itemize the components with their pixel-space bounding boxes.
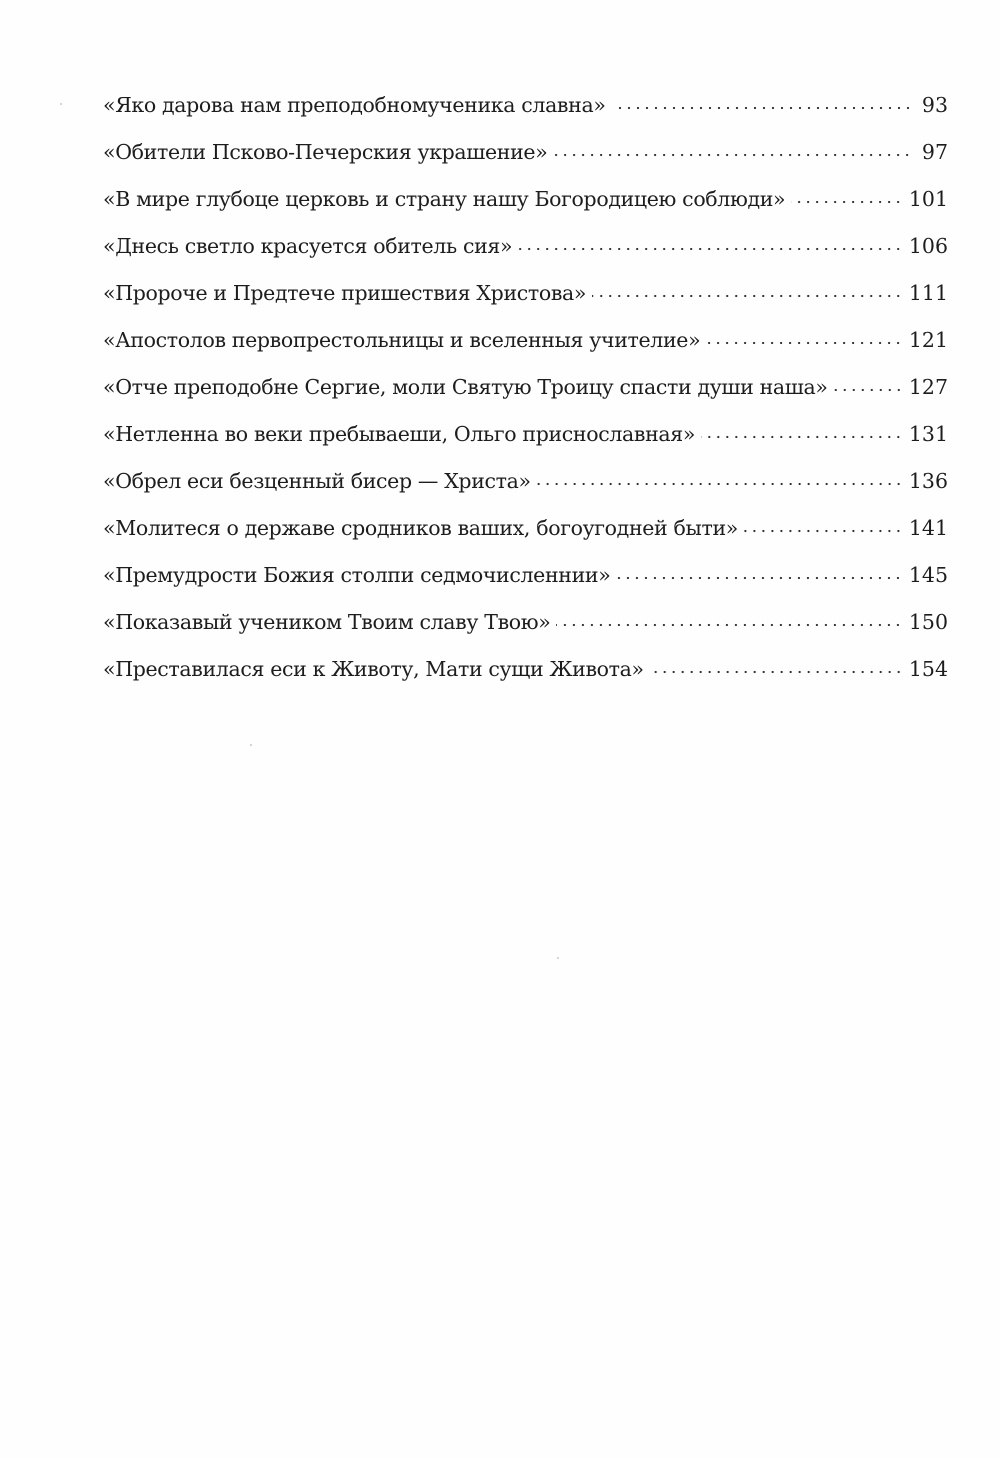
toc-entry-title: «Обрел еси безценный бисер — Христа» <box>103 469 531 493</box>
toc-entry-page-number: 141 <box>908 516 948 540</box>
toc-entry-page-number: 93 <box>921 93 948 117</box>
toc-entry[interactable] <box>103 458 948 505</box>
toc-entry-title: «Преставилася еси к Животу, Мати сущи Живота» <box>103 657 644 681</box>
toc-entry-page-number: 101 <box>908 187 948 211</box>
toc-entry[interactable] <box>103 176 948 223</box>
toc-entry-title: «Отче преподобне Сергие, моли Святую Троицу спасти души наша» <box>103 375 828 399</box>
dot-leader <box>537 482 903 486</box>
dot-leader <box>553 153 912 157</box>
dot-leader <box>744 529 903 533</box>
toc-entry-title: «Апостолов первопрестольницы и вселенныя учителие» <box>103 328 701 352</box>
toc-entry[interactable] <box>103 505 948 552</box>
toc-entry-page-number: 136 <box>908 469 948 493</box>
toc-entry-title: «Пророче и Предтече пришествия Христова» <box>103 281 587 305</box>
toc-entry[interactable] <box>103 599 948 646</box>
toc-entry-title: «Премудрости Божия столпи седмочисленнии» <box>103 563 611 587</box>
toc-entry-page-number: 150 <box>908 610 948 634</box>
dot-leader <box>834 388 903 392</box>
toc-entry-title: «Молитеся о державе сродников ваших, богоугодней быти» <box>103 516 738 540</box>
paper-speck <box>60 103 62 105</box>
toc-entry-title: «Яко дарова нам преподобномученика славна» <box>103 93 606 117</box>
paper-speck <box>250 744 252 746</box>
toc-entry[interactable] <box>103 552 948 599</box>
toc-entry-page-number: 121 <box>908 328 948 352</box>
dot-leader <box>612 106 912 110</box>
toc-entry[interactable] <box>103 223 948 270</box>
toc-entry[interactable] <box>103 270 948 317</box>
dot-leader <box>706 341 903 345</box>
toc-entry[interactable] <box>103 646 948 693</box>
toc-entry-title: «Показавый учеником Твоим славу Твою» <box>103 610 551 634</box>
dot-leader <box>518 247 903 251</box>
toc-entry-title: «Обители Псково-Печерския украшение» <box>103 140 548 164</box>
toc-entry-page-number: 106 <box>908 234 948 258</box>
table-of-contents <box>103 82 948 693</box>
toc-entry-page-number: 111 <box>908 281 948 305</box>
toc-entry[interactable] <box>103 317 948 364</box>
dot-leader <box>791 200 903 204</box>
dot-leader <box>556 623 902 627</box>
toc-entry[interactable] <box>103 411 948 458</box>
toc-entry[interactable] <box>103 364 948 411</box>
toc-entry-title: «В мире глубоце церковь и страну нашу Богородицею соблюди» <box>103 187 786 211</box>
toc-entry-page-number: 131 <box>908 422 948 446</box>
dot-leader <box>701 435 903 439</box>
toc-entry-page-number: 97 <box>921 140 948 164</box>
dot-leader <box>650 670 903 674</box>
toc-entry-page-number: 154 <box>908 657 948 681</box>
toc-entry[interactable] <box>103 82 948 129</box>
dot-leader <box>616 576 902 580</box>
paper-speck <box>557 957 559 959</box>
toc-entry-title: «Днесь светло красуется обитель сия» <box>103 234 513 258</box>
toc-entry[interactable] <box>103 129 948 176</box>
toc-entry-page-number: 145 <box>908 563 948 587</box>
toc-entry-page-number: 127 <box>908 375 948 399</box>
toc-entry-title: «Нетленна во веки пребываеши, Ольго приснославная» <box>103 422 696 446</box>
dot-leader <box>592 294 903 298</box>
